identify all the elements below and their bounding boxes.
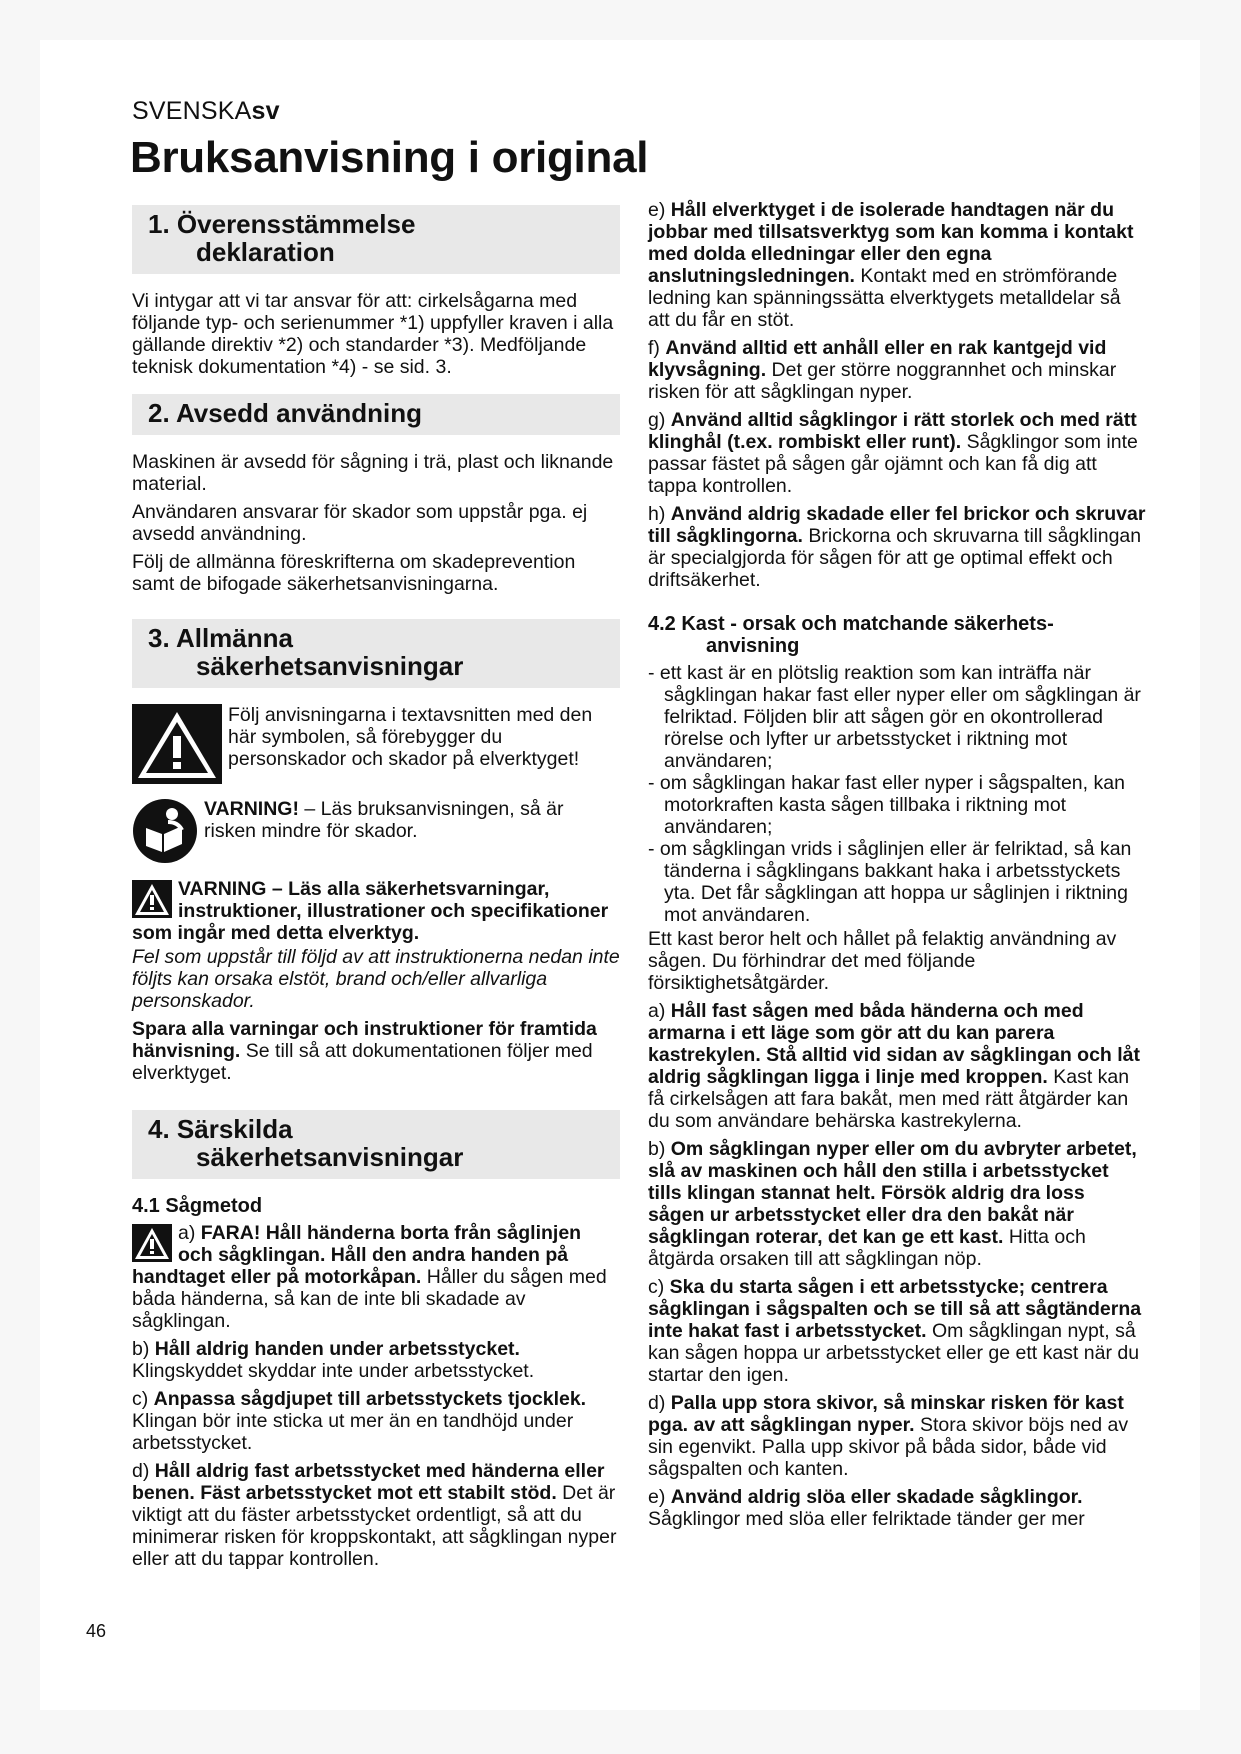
section-3-heading: 3. Allmänna säkerhetsanvisningar [132, 619, 620, 688]
item-g: g) Använd alltid sågklingor i rätt storlek och med rätt klinghål (t.ex. rombiskt eller runt). Sågklingor som inte passar fästet på sågen går ojämnt och kan få dig att tappa kontrollen. [648, 409, 1138, 497]
read-manual-warning: VARNING! – Läs bruksanvisningen, så är risken mindre för skador. [204, 798, 564, 842]
item-b: b) Håll aldrig handen under arbetsstycket. Klingskyddet skyddar inte under arbetsstycket. [132, 1338, 535, 1382]
page-title: Bruksanvisning i original [130, 133, 649, 182]
item-c: c) Anpassa sågdjupet till arbetsstyckets tjocklek. Klingan bör inte sticka ut mer än en tandhöjd under arbetsstycket. [132, 1388, 587, 1454]
language-label: SVENSKAsv [132, 97, 280, 125]
kickback-point-1: - ett kast är en plötslig reaktion som kan inträffa när sågklingan hakar fast eller nyper eller om sågklingan är felriktad. Följden blir att sågen gör en okontrollerad rörelse och lyfter ur arbetsstycket i riktning mot användaren; [648, 662, 1141, 772]
item-e: e) Håll elverktyget i de isolerade handtagen när du jobbar med tillsatsverktyg som kan komma i kontakt med dolda elledningar eller den egna anslutningsledningen. Kontakt med en strömförande ledning kan spänningssätta elverktygets metalldelar så att du får en stöt. [648, 199, 1134, 331]
intended-use-text-2: Användaren ansvarar för skador som uppstår pga. ej avsedd användning. [132, 501, 588, 545]
save-instructions: Spara alla varningar och instruktioner för framtida hänvisning. Se till så att dokumentationen följer med elverktyget. [132, 1018, 597, 1084]
subsection-4-1-heading: 4.1 Sågmetod [132, 1195, 263, 1217]
left-column [132, 205, 620, 1576]
general-warning-consequence: Fel som uppstår till följd av att instruktionerna nedan inte följts kan orsaka elstöt, brand och/eller allvarliga personskador. [132, 946, 620, 1012]
warning-symbol-row [132, 704, 620, 784]
warning-triangle-icon [132, 704, 222, 784]
right-column [648, 199, 1146, 1536]
declaration-text: Vi intygar att vi tar ansvar för att: cirkelsågarna med följande typ- och serienummer *1) uppfyller kraven i alla gällande direktiv *2) och standarder *3). Medföljande teknisk dokumentation *4) - se sid. 3. [132, 290, 614, 378]
section-1-heading: 1. Överensstämmelse deklaration [132, 205, 620, 274]
kickback-item-e: e) Använd aldrig slöa eller skadade sågklingor. Sågklingor med slöa eller felriktade tänder ger mer [648, 1486, 1085, 1530]
kickback-summary: Ett kast beror helt och hållet på felaktig användning av sågen. Du förhindrar det med följande försiktighetsåtgärder. [648, 928, 1117, 994]
page-number: 46 [86, 1621, 107, 1641]
item-f: f) Använd alltid ett anhåll eller en rak kantgejd vid klyvsågning. Det ger större noggrannhet och minskar risken för att sågklingan nyper. [648, 337, 1117, 403]
kickback-item-c: c) Ska du starta sågen i ett arbetsstycke; centrera sågklingan i sågspalten och se till så att sågtänderna inte hakat fast i arbetsstycket. Om sågklingan nypt, så kan sågen hoppa ur arbetsstycket eller ge ett kast när du startar den igen. [648, 1276, 1142, 1386]
kickback-item-a: a) Håll fast sågen med båda händerna och med armarna i ett läge som gör att du kan parera kastrekylen. Stå alltid vid sidan av sågklingan och låt aldrig sågklingan ligga i linje med kroppen. Kast kan få cirkelsågen att fara bakåt, men med rätt åtgärder kan du som användare behärska kastrekylerna. [648, 1000, 1141, 1132]
item-d: d) Håll aldrig fast arbetsstycket med händerna eller benen. Fäst arbetsstycket mot ett stabilt stöd. Det är viktigt att du fäster arbetsstycket ordentligt, så att du minimerar risken för kroppskontakt, att sågklingan nyper eller att du tappar kontrollen. [132, 1460, 617, 1570]
subsection-4-2-heading: 4.2 Kast - orsak och matchande säkerhets- anvisning [648, 613, 1054, 657]
section-2-heading: 2. Avsedd användning [132, 394, 620, 435]
kickback-point-3: - om sågklingan vrids i såglinjen eller är felriktad, så kan tänderna i sågklingans bakkant haka i arbetsstyckets yta. Det får sågklingan att hoppa ur såglinjen i riktning mot användaren. [648, 838, 1132, 926]
section-4-heading: 4. Särskilda säkerhetsanvisningar [132, 1110, 620, 1179]
symbol-explanation: Följ anvisningarna i textavsnitten med den här symbolen, så förebygger du personskador och skador på elverktyget! [228, 704, 593, 770]
read-manual-icon [132, 798, 198, 864]
item-h: h) Använd aldrig skadade eller fel brickor och skruvar till sågklingorna. Brickorna och skruvarna till sågklingan är specialgjorda för sågen för att ge optimal effekt och driftsäkerhet. [648, 503, 1146, 591]
kickback-item-b: b) Om sågklingan nyper eller om du avbryter arbetet, slå av maskinen och håll den stilla i arbetsstycket tills klingan stannat helt. Försök aldrig dra loss sågen ur arbetsstycket eller dra den bakåt när sågklingan roterar, det kan ge ett kast. Hitta och åtgärda orsaken till att sågklingan nöp. [648, 1138, 1137, 1270]
general-warning: VARNING – Läs alla säkerhetsvarningar, instruktioner, illustrationer och specifikationer som ingår med detta elverktyg. [132, 878, 609, 944]
warning-triangle-small-icon [132, 880, 172, 918]
kickback-point-2: - om sågklingan hakar fast eller nyper i sågspalten, kan motorkraften kasta sågen tillbaka i riktning mot användaren; [648, 772, 1125, 838]
read-manual-row [132, 798, 620, 864]
kickback-item-d: d) Palla upp stora skivor, så minskar risken för kast pga. av att sågklingan nyper. Stora skivor böjs ned av sin egenvikt. Palla upp skivor på båda sidor, både vid sågspalten och kanten. [648, 1392, 1129, 1480]
danger-triangle-icon [132, 1224, 172, 1262]
intended-use-text-1: Maskinen är avsedd för sågning i trä, plast och liknande material. [132, 451, 614, 495]
item-a: a) FARA! Håll händerna borta från såglinjen och sågklingan. Håll den andra handen på handtaget eller på motorkåpan. Håller du sågen med båda händerna, så kan de inte bli skadade av sågklingan. [132, 1222, 607, 1332]
intended-use-text-3: Följ de allmänna föreskrifterna om skadeprevention samt de bifogade säkerhetsanvisningarna. [132, 551, 576, 595]
